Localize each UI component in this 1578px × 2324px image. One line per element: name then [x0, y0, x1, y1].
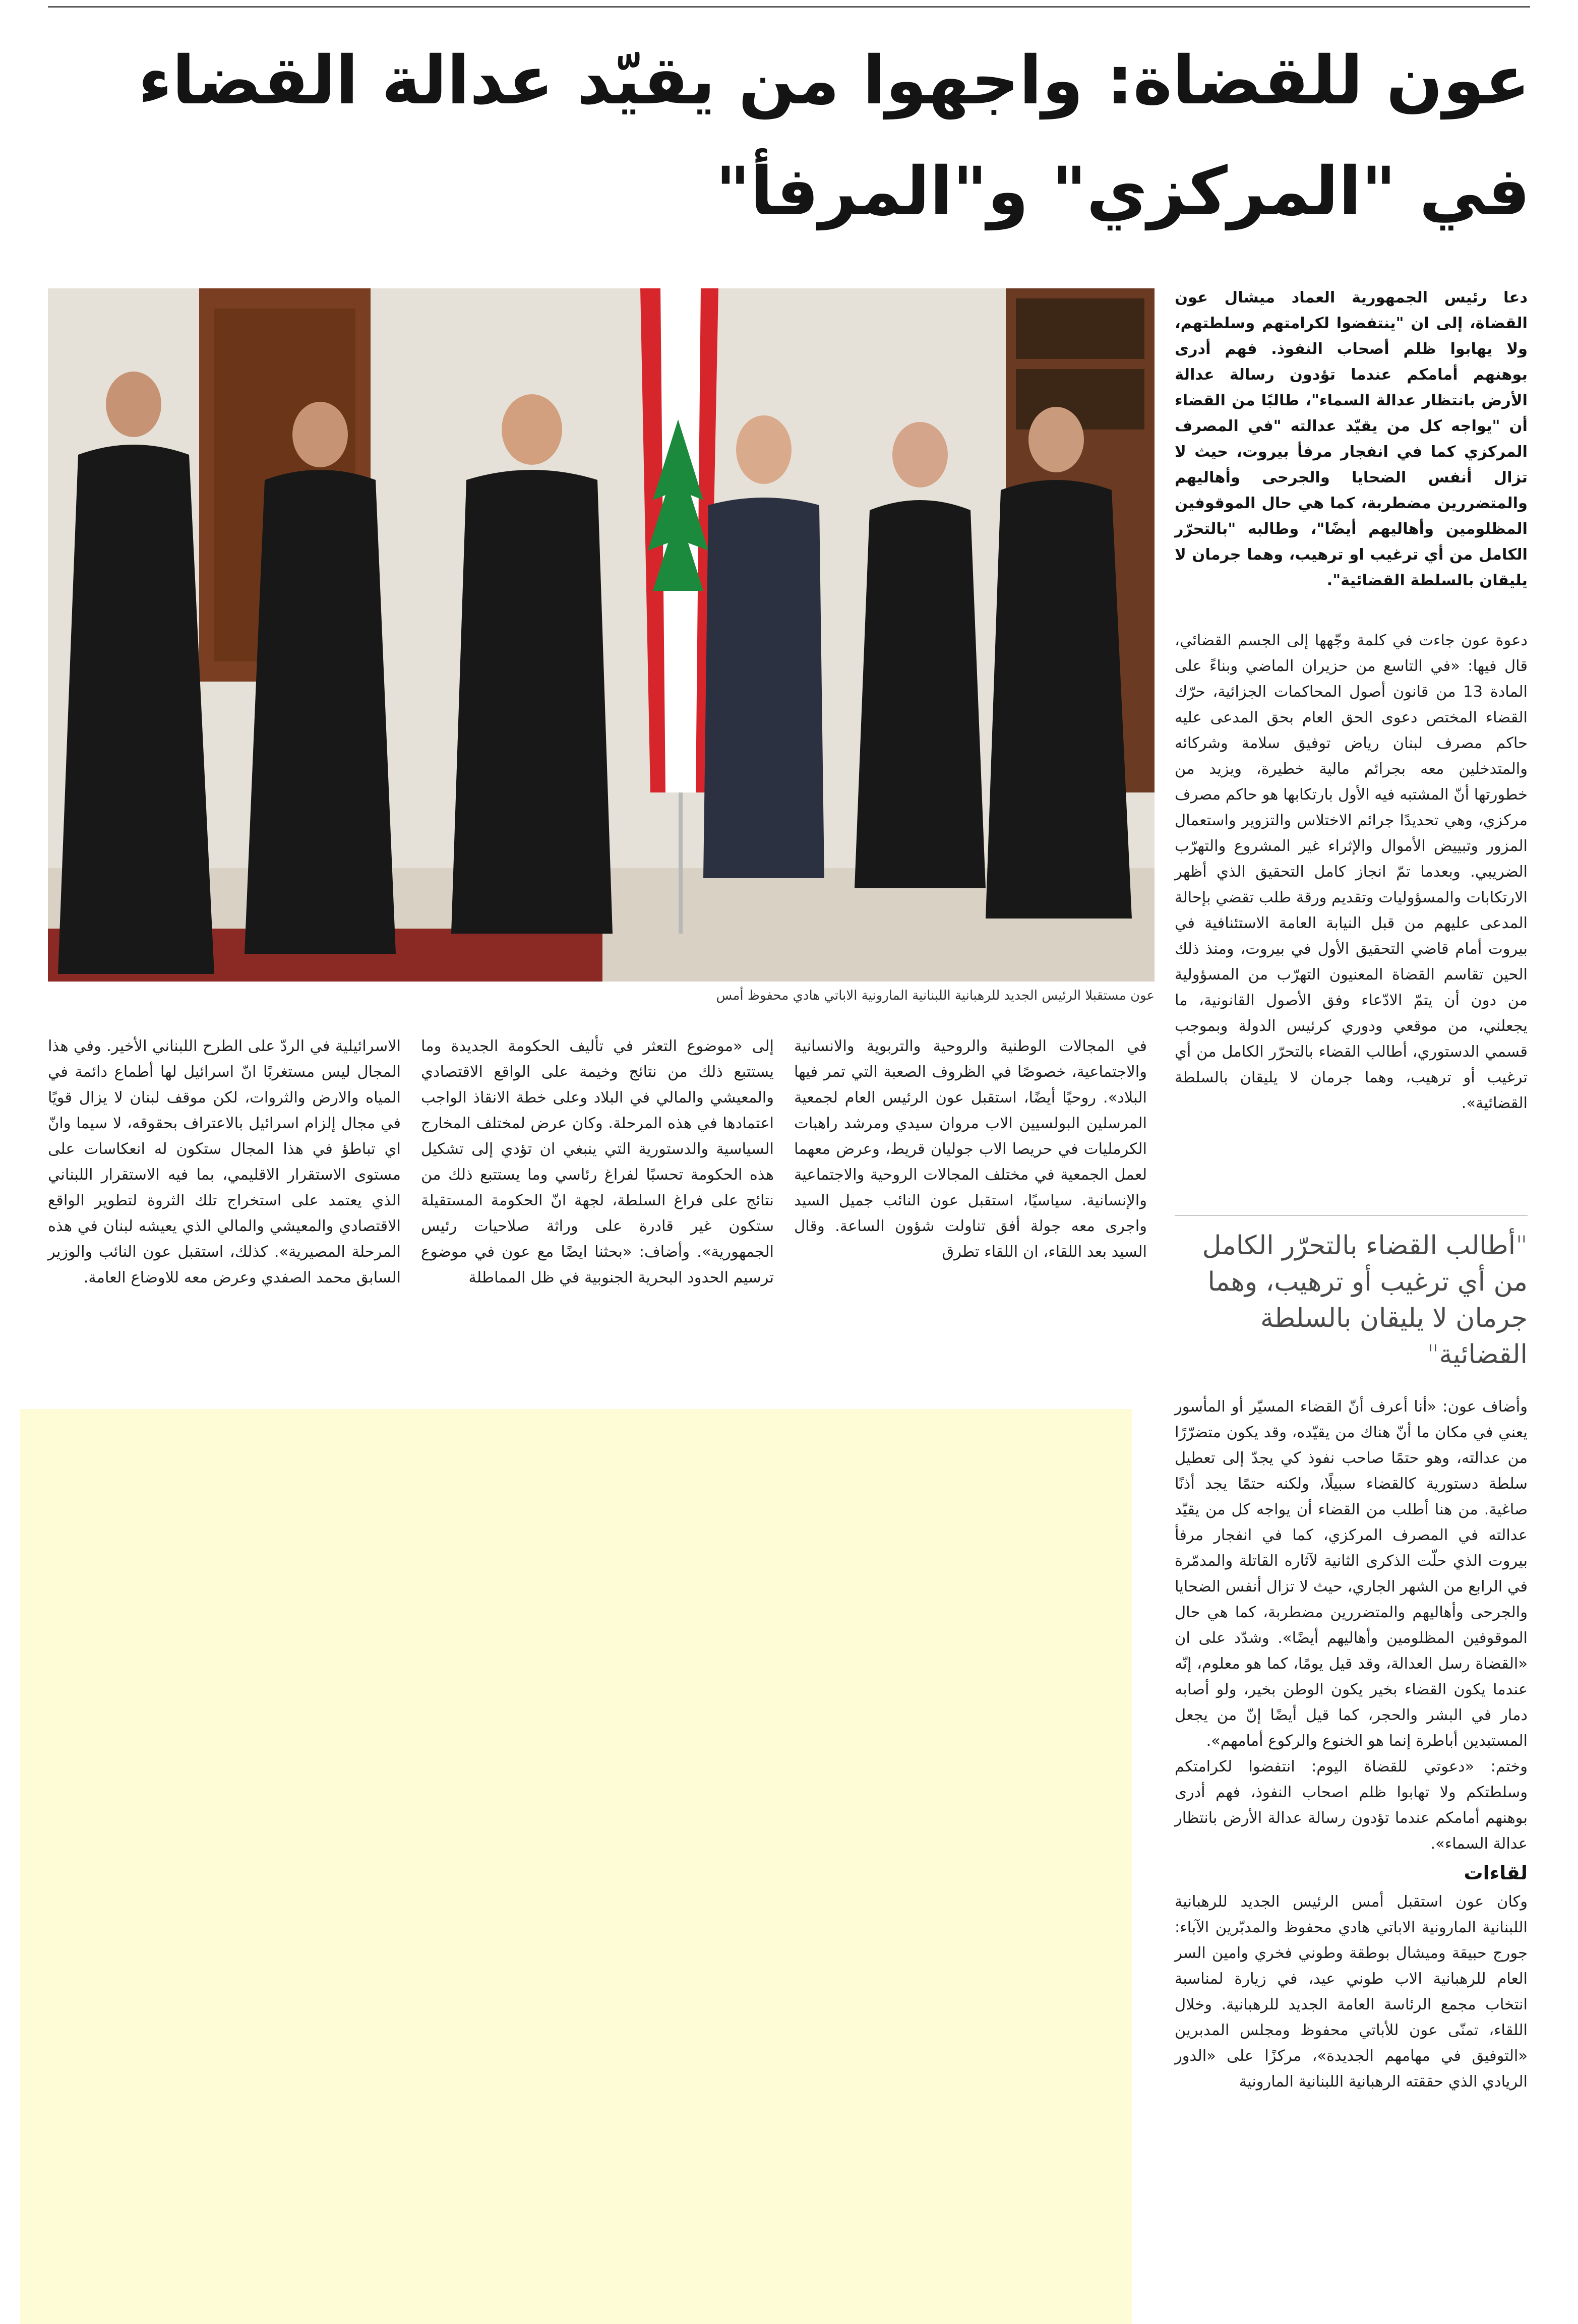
pullquote-rule	[1175, 1215, 1528, 1216]
headline-line-1: عون للقضاة: واجهوا من يقيّد عدالة القضاء	[138, 42, 1530, 119]
top-rule	[48, 6, 1530, 8]
photo-caption: عون مستقبلا الرئيس الجديد للرهبانية اللبنانية المارونية الاباتي هادي محفوظ أمس	[716, 988, 1155, 1003]
pullquote: "أطالب القضاء بالتحرّر الكامل من أي ترغيب أو ترهيب، وهما جرمان لا يليقان بالسلطة القضائية"	[1202, 1231, 1528, 1370]
meetings-subhead: لقاءات	[1464, 1862, 1528, 1884]
column-1-top-text: دعوة عون جاءت في كلمة وجّهها إلى الجسم القضائي، قال فيها: «في التاسع من حزيران الماضي وبناءً على المادة 13 من قانون أصول المحاكمات الجزائية، حرّك القضاء المختص دعوى الحق العام بحق المدعى عليه حاكم مصرف لبنان رياض توفيق سلامة وشركائه والمتدخلين معه بجرائم مالية خطيرة، ويزيد من خطورتها أنّ المشتبه فيه الأول بارتكابها هو حاكم مصرف مركزي، وهي تحديدًا جرائم الاختلاس والتزوير واستعمال المزور وتبييض الأموال والإثراء غير المشروع والتهرّب الضريبي. وبعدما تمّ انجاز كامل التحقيق الذي أظهر الارتكابات والمسؤوليات وتقديم ورقة طلب تقضي بإحالة المدعى عليهم من قبل النيابة العامة الاستئنافية في بيروت أمام قاضي التحقيق الأول في بيروت، ومنذ ذلك الحين تقاسم القضاة المعنيون التهرّب من المسؤولية من دون أن يتمّ الادّعاء وفق الأصول القانونية، ما يجعلني، من موقعي ودوري كرئيس الدولة وبموجب قسمي الدستوري، أطالب القضاء بالتحرّر الكامل من أي ترغيب أو ترهيب، وهما جرمان لا يليقان بالسلطة القضائية».	[1175, 632, 1528, 1112]
article-column-1-bottom	[1175, 1394, 1528, 2321]
photo-illustration	[48, 288, 1155, 982]
news-photo	[48, 288, 1155, 982]
article-column-2	[794, 1033, 1147, 1369]
article-column-3	[421, 1033, 774, 1369]
column-1-meetings-text: وكان عون استقبل أمس الرئيس الجديد للرهبانية اللبنانية المارونية الاباتي هادي محفوظ والمدبّرين الآباء: جورج حبيقة وميشال بوطقة وطوني فخري وامين السر العام للرهبانية الاب طوني عيد، في زيارة لمناسبة انتخاب مجمع الرئاسة العامة الجديد للرهبانية. وخلال اللقاء، تمنّى عون للأباتي محفوظ ومجلس المدبرين «التوفيق في مهامهم الجديدة»، مركزًا على «الدور الريادي الذي حققته الرهبانية اللبنانية المارونية	[1175, 1893, 1528, 2091]
headline-line-2: في "المركزي" و"المرفأ"	[715, 153, 1530, 230]
column-4-text: الاسرائيلية في الردّ على الطرح اللبناني الأخير. وفي هذا المجال ليس مستغربًا انّ اسرائيل لها أطماع دائمة في المياه والارض والثروات، لكن موقف لبنان لا يزال قويًا في مجال إلزام اسرائيل بالاعتراف بحقوقه، لا سيما وانّ اي تباطؤ في هذا المجال ستكون له انعكاسات على مستوى الاستقرار الاقليمي، بما فيه الاستقرار اللبناني الذي يعتمد على استخراج تلك الثروة لتطوير الواقع الاقتصادي والمعيشي والمالي الذي يعيشه لبنان في هذه المرحلة المصيرية». كذلك، استقبل عون النائب والوزير السابق محمد الصفدي وعرض معه للاوضاع العامة.	[48, 1037, 401, 1287]
column-3-text: إلى «موضوع التعثر في تأليف الحكومة الجديدة وما يستتبع ذلك من نتائج وخيمة على الواقع الاقتصادي والمعيشي والمالي في البلاد وعلى خطة الانقاذ الواجب اعتمادها في هذه المرحلة. وكان عرض لمختلف المخارج السياسية والدستورية التي ينبغي ان تؤدي إلى تشكيل هذه الحكومة تحسبًا لفراغ رئاسي وما يستتبع ذلك من نتائج على فراغ السلطة، لجهة انّ الحكومة المستقيلة ستكون غير قادرة على وراثة صلاحيات رئيس الجمهورية». وأضاف: «بحثنا ايضًا مع عون في موضوع ترسيم الحدود البحرية الجنوبية في ظل المماطلة	[421, 1037, 774, 1287]
lead-paragraph	[1175, 285, 1528, 589]
column-1-end-text: وختم: «دعوتي للقضاة اليوم: انتفضوا لكرامتكم وسلطتكم ولا تهابوا ظلم اصحاب النفوذ، فهم أدرى بوهنهم أمامكم عندما تؤدون رسالة عدالة الأرض بانتظار عدالة السماء».	[1175, 1758, 1528, 1853]
column-1-bottom-text: وأضاف عون: «أنا أعرف أنّ القضاء المسيّر أو المأسور يعني في مكان ما أنّ هناك من يقيّده، وقد يكون متضرّرًا من عدالته، وهو حتمًا صاحب نفوذ كي يجدّ إلى تعطيل سلطة دستورية كالقضاء سبيلًا، ولكنه حتمًا يجد أذنًا صاغية. من هنا أطلب من القضاء أن يواجه كل من يقيّد عدالته في المصرف المركزي، كما في انفجار مرفأ بيروت الذي حلّت الذكرى الثانية لآثاره القاتلة والمدمّرة في الرابع من الشهر الجاري، حيث لا تزال أنفس الضحايا والجرحى وأهاليهم والمتضررين مضطربة، كما هي حال الموقوفين المظلومين وأهاليهم أيضًا». وشدّد على ان «القضاة رسل العدالة، وقد قيل يومًا، كما هو معلوم، إنّه عندما يكون القضاء بخير يكون الوطن بخير، ولو أصابه دمار في البشر والحجر، كما قيل أيضًا إنّ من يجعل المستبدين أباطرة إنما هو الخنوع والركوع أمامهم».	[1175, 1398, 1528, 1750]
article-column-4	[48, 1033, 401, 1369]
column-2-text: في المجالات الوطنية والروحية والتربوية والانسانية والاجتماعية، خصوصًا في الظروف الصعبة التي تمر فيها البلاد». روحيًا أيضًا، استقبل عون الرئيس العام لجمعية المرسلين البولسيين الاب مروان سيدي ومرشد راهبات الكرمليات في حريصا الاب جوليان قريط، وعرض معهما لعمل الجمعية في مختلف المجالات الروحية والاجتماعية والإنسانية. سياسيًا، استقبل عون النائب جميل السيد واجرى معه جولة أفق تناولت شؤون الساعة. وقال السيد بعد اللقاء، ان اللقاء تطرق	[794, 1037, 1147, 1261]
lead-text: دعا رئيس الجمهورية العماد ميشال عون القضاة، إلى ان "ينتفضوا لكرامتهم وسلطتهم، ولا يهابوا ظلم أصحاب النفوذ. فهم أدرى بوهنهم أمامكم عندما تؤدون رسالة عدالة الأرض بانتظار عدالة السماء"، طالبًا من القضاء أن "يواجه كل من يقيّد عدالته "في المصرف المركزي كما في انفجار مرفأ بيروت، حيث لا تزال أنفس الضحايا والجرحى وأهاليهم والمتضررين مضطربة، كما هي حال الموقوفين المظلومين وأهاليهم أيضًا"، وطالبه "بالتحرّر الكامل من أي ترغيب او ترهيب، وهما جرمان لا يليقان بالسلطة القضائية".	[1175, 289, 1528, 589]
article-column-1-top	[1175, 628, 1528, 1212]
headline	[38, 25, 1530, 247]
advertisement-area	[20, 1409, 1132, 2324]
